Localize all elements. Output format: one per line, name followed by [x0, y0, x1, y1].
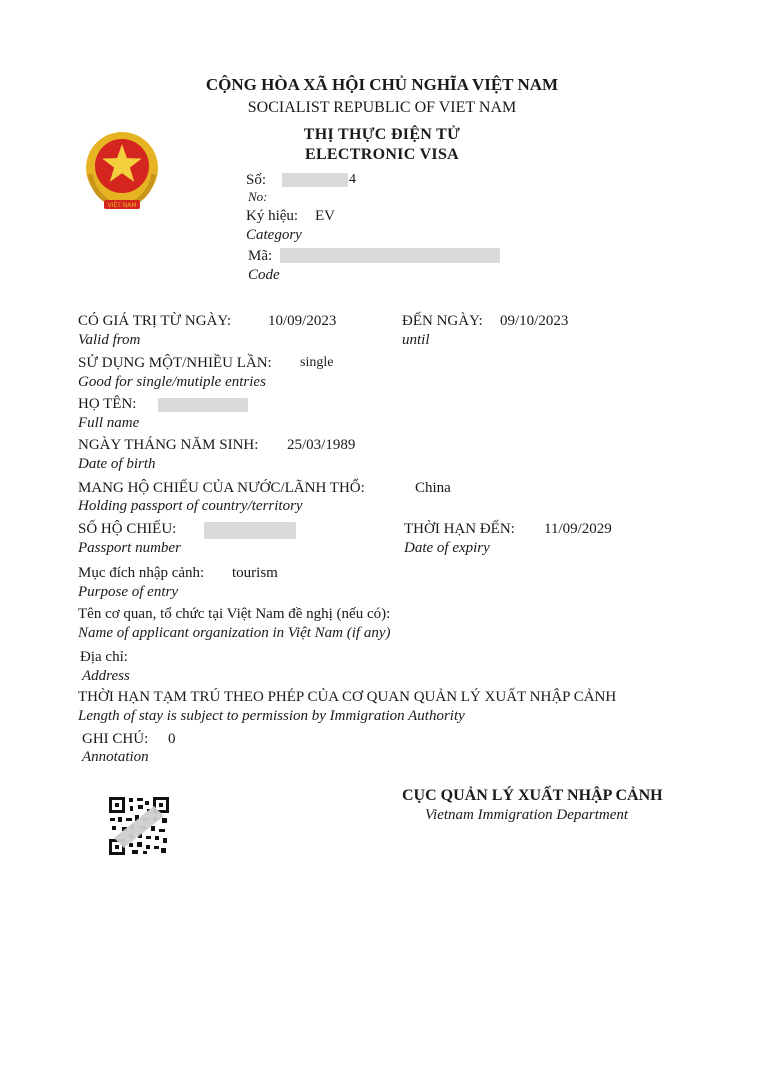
- annotation-label-en: Annotation: [82, 749, 149, 765]
- number-label: Số:: [246, 172, 267, 188]
- passport-expiry-label: THỜI HẠN ĐẾN:: [404, 521, 515, 537]
- number-label-en: No:: [248, 189, 268, 204]
- annotation-label: GHI CHÚ:: [82, 731, 149, 747]
- stay-label-en: Length of stay is subject to permission by Immigration Authority: [78, 708, 465, 724]
- redacted-passport-number: [204, 522, 296, 539]
- qr-code-icon: [108, 796, 170, 856]
- address-label: Địa chỉ:: [80, 649, 128, 665]
- valid-until-label: ĐẾN NGÀY:: [402, 313, 483, 329]
- dob-label-en: Date of birth: [78, 456, 156, 472]
- valid-until-value: 09/10/2023: [500, 313, 569, 329]
- number-value-tail: 4: [349, 172, 356, 187]
- passport-number-label: SỐ HỘ CHIẾU:: [78, 521, 177, 537]
- category-value: EV: [315, 208, 335, 224]
- purpose-value: tourism: [232, 565, 278, 581]
- dob-value: 25/03/1989: [287, 437, 356, 453]
- valid-from-label-en: Valid from: [78, 332, 141, 348]
- organization-label: Tên cơ quan, tổ chức tại Việt Nam đề nghị (nếu có):: [78, 606, 391, 622]
- entries-label-en: Good for single/mutiple entries: [78, 374, 266, 390]
- address-label-en: Address: [82, 668, 130, 684]
- purpose-label: Mục đích nhập cảnh:: [78, 565, 205, 581]
- passport-country-label-en: Holding passport of country/territory: [78, 498, 303, 514]
- passport-country-label: MANG HỘ CHIẾU CỦA NƯỚC/LÃNH THỔ:: [78, 480, 365, 496]
- code-label: Mã:: [248, 248, 273, 264]
- annotation-value: 0: [168, 731, 176, 747]
- purpose-label-en: Purpose of entry: [78, 584, 178, 600]
- entries-label: SỬ DỤNG MỘT/NHIỀU LẦN:: [78, 355, 272, 371]
- organization-label-en: Name of applicant organization in Việt Nam (if any): [78, 625, 391, 641]
- country-name-vi: CỘNG HÒA XÃ HỘI CHỦ NGHĨA VIỆT NAM: [205, 75, 559, 94]
- full-name-label: HỌ TÊN:: [78, 396, 137, 412]
- entries-value: single: [300, 355, 334, 370]
- dob-label: NGÀY THÁNG NĂM SINH:: [78, 437, 259, 453]
- document-title-vi: THỊ THỰC ĐIỆN TỬ: [303, 126, 461, 143]
- full-name-label-en: Full name: [78, 415, 140, 431]
- redacted-visa-number: [282, 173, 348, 187]
- redacted-full-name: [158, 398, 248, 412]
- category-label: Ký hiệu:: [246, 208, 299, 224]
- country-name-en: SOCIALIST REPUBLIC OF VIET NAM: [247, 99, 517, 116]
- passport-country-value: China: [415, 480, 451, 496]
- category-label-en: Category: [246, 227, 302, 243]
- valid-until-label-en: until: [402, 332, 430, 348]
- document-title-en: ELECTRONIC VISA: [304, 146, 460, 163]
- national-emblem-icon: [76, 124, 168, 216]
- passport-expiry-label-en: Date of expiry: [404, 540, 490, 556]
- issuing-department-vi: CỤC QUẢN LÝ XUẤT NHẬP CẢNH: [402, 787, 663, 804]
- stay-label: THỜI HẠN TẠM TRÚ THEO PHÉP CỦA CƠ QUAN QUẢN LÝ XUẤT NHẬP CẢNH: [78, 689, 617, 705]
- redacted-code: [280, 248, 500, 263]
- valid-from-value: 10/09/2023: [268, 313, 337, 329]
- passport-number-label-en: Passport number: [78, 540, 181, 556]
- emblem-ribbon-text: VIỆT NAM: [107, 202, 137, 209]
- passport-expiry-value: 11/09/2029: [544, 521, 612, 537]
- valid-from-label: CÓ GIÁ TRỊ TỪ NGÀY:: [78, 313, 232, 329]
- issuing-department-en: Vietnam Immigration Department: [425, 807, 629, 823]
- code-label-en: Code: [248, 267, 280, 283]
